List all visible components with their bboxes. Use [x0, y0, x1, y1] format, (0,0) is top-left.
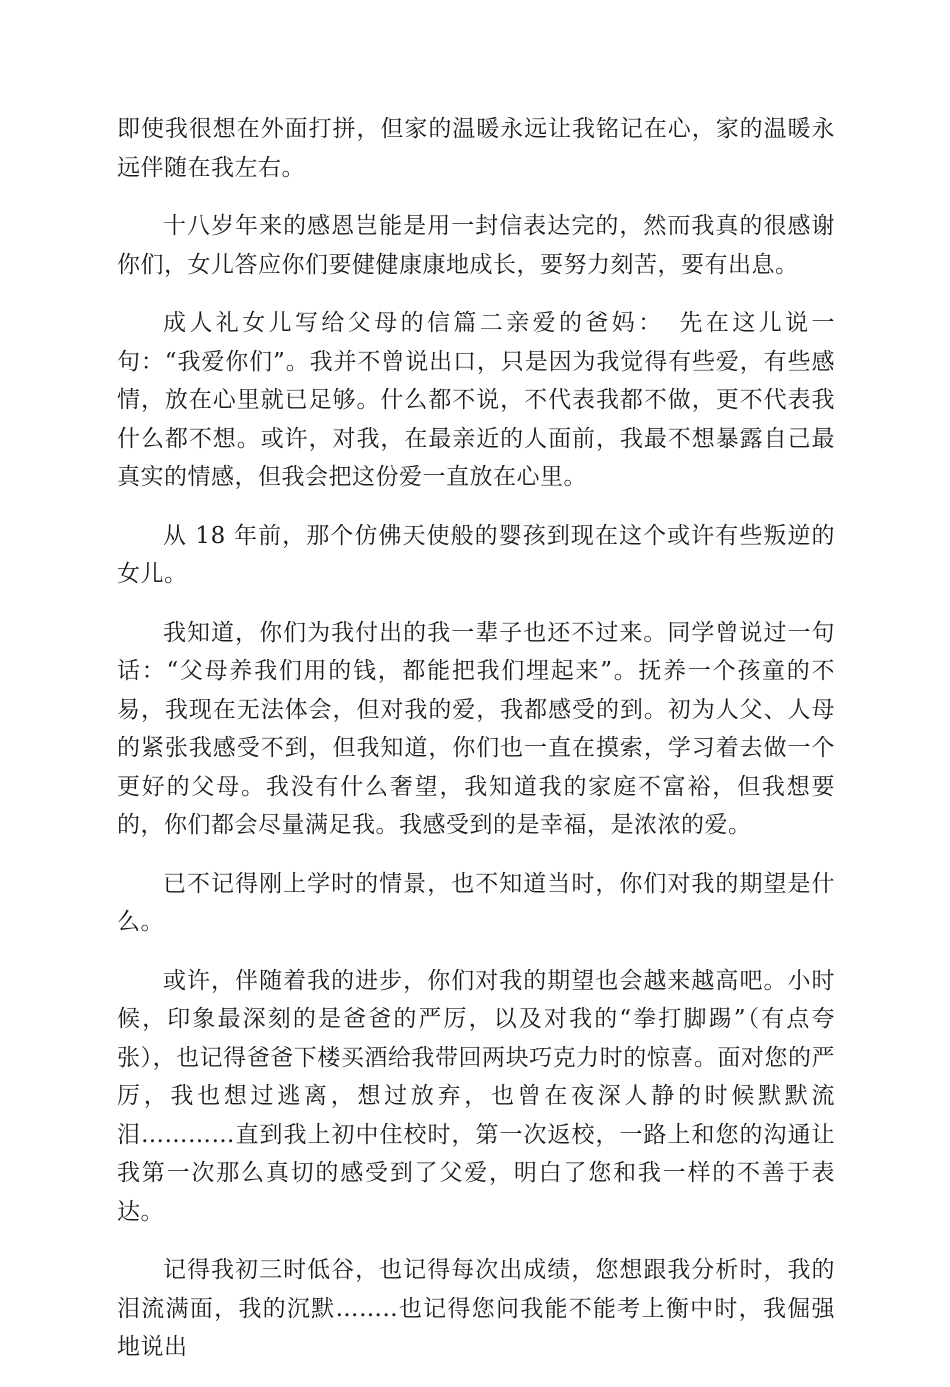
- paragraph: 即使我很想在外面打拼，但家的温暖永远让我铭记在心，家的温暖永远伴随在我左右。: [117, 116, 835, 181]
- paragraph: 成人礼女儿写给父母的信篇二亲爱的爸妈： 先在这儿说一句：“我爱你们”。我并不曾说出口，只是因为我觉得有些爱，有些感情，放在心里就已足够。什么都不说，不代表我都不做，更不代表我什么都不想。或许，对我，在最亲近的人面前，我最不想暴露自己最真实的情感，但我会把这份爱一直放在心里。: [117, 310, 835, 490]
- paragraph: 我知道，你们为我付出的我一辈子也还不过来。同学曾说过一句话：“父母养我们用的钱，都能把我们埋起来”。抚养一个孩童的不易，我现在无法体会，但对我的爱，我都感受的到。初为人父、人母的紧张我感受不到，但我知道，你们也一直在摸索，学习着去做一个更好的父母。我没有什么奢望，我知道我的家庭不富裕，但我想要的，你们都会尽量满足我。我感受到的是幸福，是浓浓的爱。: [117, 619, 835, 838]
- paragraph: 已不记得刚上学时的情景，也不知道当时，你们对我的期望是什么。: [117, 870, 835, 935]
- paragraph: 或许，伴随着我的进步，你们对我的期望也会越来越高吧。小时候，印象最深刻的是爸爸的严厉，以及对我的“拳打脚踢”（有点夸张），也记得爸爸下楼买酒给我带回两块巧克力时的惊喜。面对您的严厉，我也想过逃离，想过放弃，也曾在夜深人静的时候默默流泪…………直到我上初中住校时，第一次返校，一路上和您的沟通让我第一次那么真切的感受到了父爱，明白了您和我一样的不善于表达。: [117, 967, 835, 1225]
- paragraph: 记得我初三时低谷，也记得每次出成绩，您想跟我分析时，我的泪流满面，我的沉默……..也记得您问我能不能考上衡中时，我倔强地说出: [117, 1257, 835, 1360]
- paragraph: 十八岁年来的感恩岂能是用一封信表达完的，然而我真的很感谢你们，女儿答应你们要健健康康地成长，要努力刻苦，要有出息。: [117, 213, 835, 278]
- paragraph: 从 18 年前，那个仿佛天使般的婴孩到现在这个或许有些叛逆的女儿。: [117, 522, 835, 587]
- document-body: [117, 110, 835, 1387]
